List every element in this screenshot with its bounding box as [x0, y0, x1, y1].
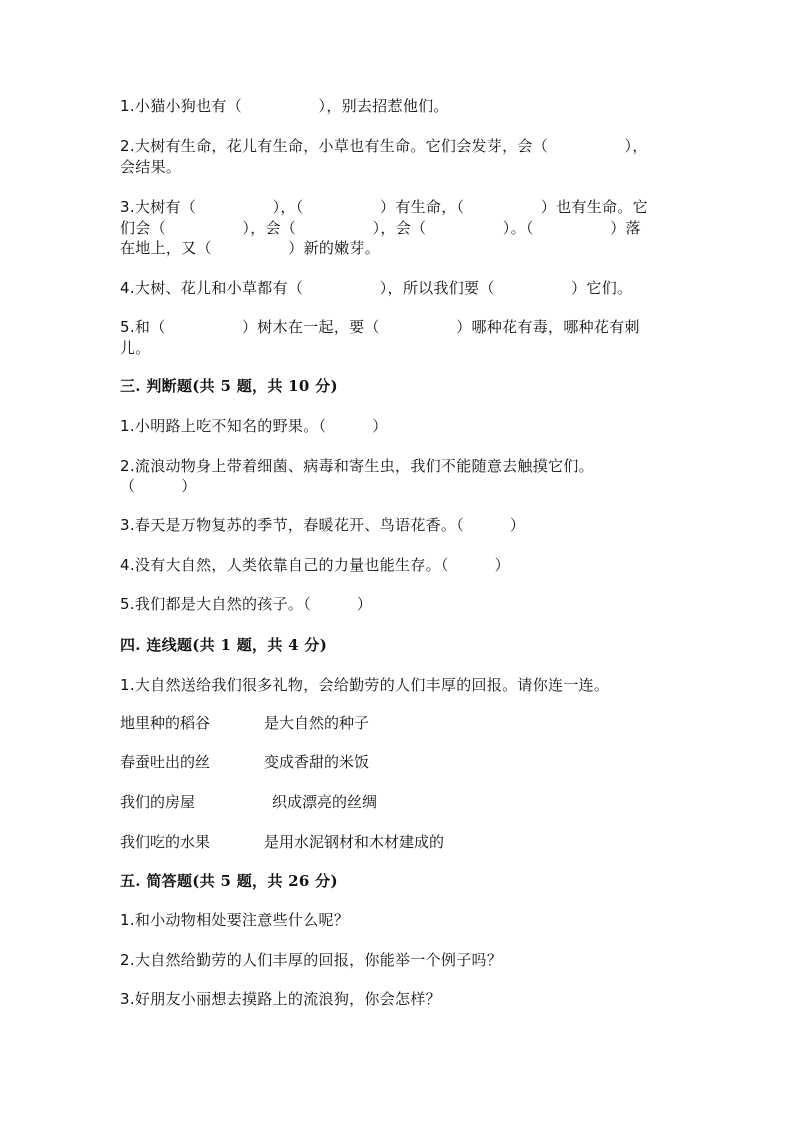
judge-question-2-line-2: （ ） — [120, 477, 197, 495]
short-answer-question-2: 2.大自然给勤劳的人们丰厚的回报，你能举一个例子吗？ — [120, 951, 503, 969]
matching-left-item: 春蚕吐出的丝 — [120, 753, 211, 771]
fill-blank-question-5-line-1: 5.和（ ）树木在一起，要（ ）哪种花有毒，哪种花有刺 — [120, 318, 640, 336]
fill-blank-question-1: 1.小猫小狗也有（ ），别去招惹他们。 — [120, 97, 449, 115]
judge-section-title: 三. 判断题(共 5 题，共 10 分) — [120, 377, 338, 395]
judge-question-5: 5.我们都是大自然的孩子。（ ） — [120, 595, 373, 613]
fill-blank-question-4: 4.大树、花儿和小草都有（ ），所以我们要（ ）它们。 — [120, 279, 633, 297]
judge-question-2-line-1: 2.流浪动物身上带着细菌、病毒和寄生虫，我们不能随意去触摸它们。 — [120, 457, 594, 475]
fill-blank-question-3-line-3: 在地上，又（ ）新的嫩芽。 — [120, 239, 381, 257]
fill-blank-question-2-line-2: 会结果。 — [120, 158, 182, 176]
matching-right-item: 织成漂亮的丝绸 — [272, 793, 378, 811]
matching-left-item: 我们的房屋 — [120, 793, 196, 811]
matching-question-1: 1.大自然送给我们很多礼物，会给勤劳的人们丰厚的回报。请你连一连。 — [120, 676, 610, 694]
fill-blank-question-3-line-1: 3.大树有（ ），（ ）有生命，（ ）也有生命。它 — [120, 198, 648, 216]
judge-question-1: 1.小明路上吃不知名的野果。（ ） — [120, 417, 388, 435]
matching-right-item: 是用水泥钢材和木材建成的 — [264, 833, 445, 851]
judge-question-3: 3.春天是万物复苏的季节，春暖花开、鸟语花香。（ ） — [120, 516, 526, 534]
short-answer-question-1: 1.和小动物相处要注意些什么呢？ — [120, 911, 350, 929]
matching-right-item: 变成香甜的米饭 — [264, 753, 370, 771]
matching-section-title: 四. 连线题(共 1 题，共 4 分) — [120, 636, 328, 654]
matching-right-item: 是大自然的种子 — [264, 714, 370, 732]
fill-blank-question-5-line-2: 儿。 — [120, 339, 151, 357]
fill-blank-question-2-line-1: 2.大树有生命，花儿有生命，小草也有生命。它们会发芽，会（ ）， — [120, 137, 648, 155]
fill-blank-question-3-line-2: 们会（ ），会（ ），会（ ）。（ ）落 — [120, 219, 641, 237]
short-answer-section-title: 五. 简答题(共 5 题，共 26 分) — [120, 872, 338, 890]
short-answer-question-3: 3.好朋友小丽想去摸路上的流浪狗，你会怎样？ — [120, 990, 441, 1008]
judge-question-4: 4.没有大自然，人类依靠自己的力量也能生存。（ ） — [120, 556, 510, 574]
matching-left-item: 地里种的稻谷 — [120, 714, 211, 732]
matching-left-item: 我们吃的水果 — [120, 833, 211, 851]
